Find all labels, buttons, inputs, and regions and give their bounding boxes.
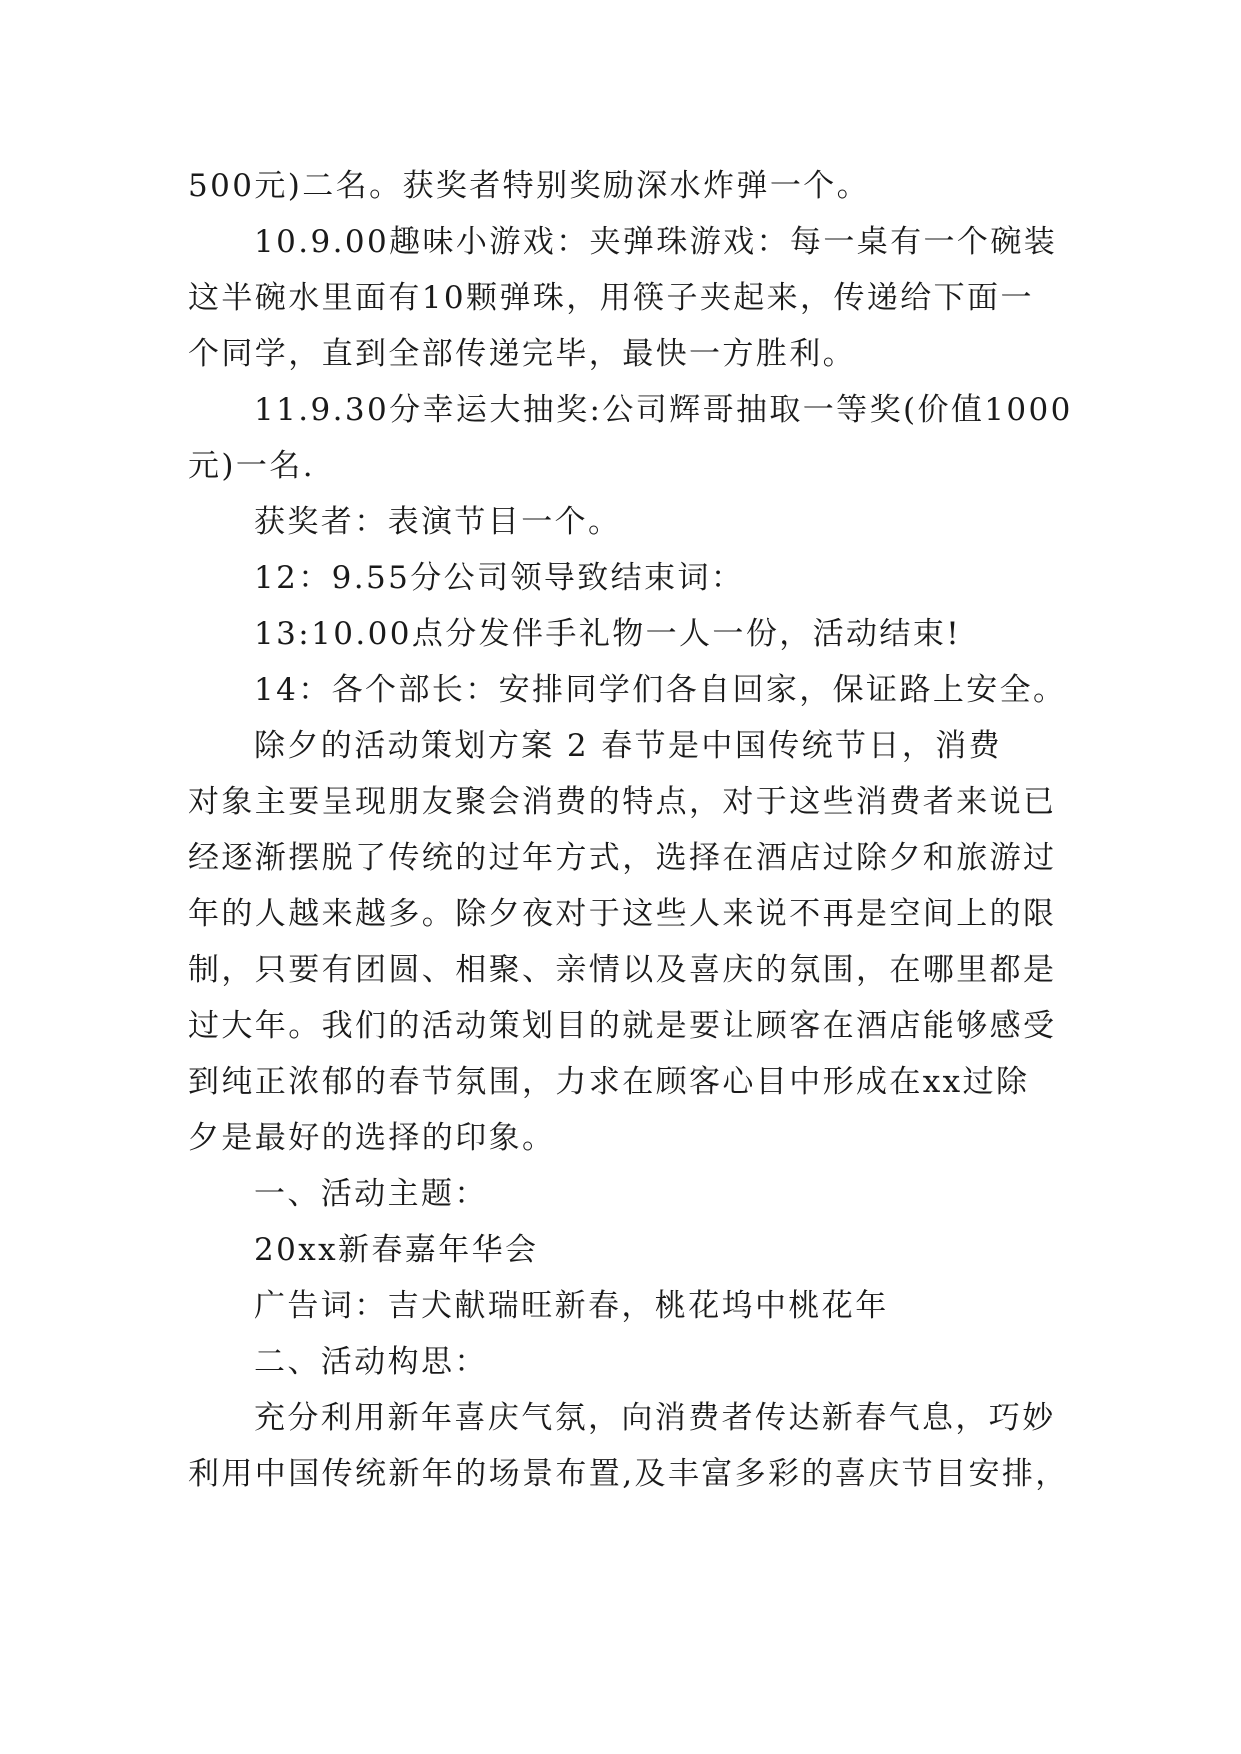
text-line: 获奖者：表演节目一个。	[254, 504, 622, 540]
text-line: 广告词：吉犬献瑞旺新春，桃花坞中桃花年	[254, 1288, 889, 1324]
text-line: 这半碗水里面有10颗弹珠，用筷子夹起来，传递给下面一	[188, 280, 1034, 316]
section-heading: 二、活动构思：	[254, 1344, 488, 1380]
text-line: 年的人越来越多。除夕夜对于这些人来说不再是空间上的限	[188, 896, 1057, 932]
text-line: 11.9.30分幸运大抽奖:公司辉哥抽取一等奖(价值1000	[254, 392, 1073, 428]
text-line: 夕是最好的选择的印象。	[188, 1120, 556, 1156]
text-line: 20xx新春嘉年华会	[254, 1232, 539, 1268]
text-line: 经逐渐摆脱了传统的过年方式，选择在酒店过除夕和旅游过	[188, 840, 1057, 876]
text-line: 过大年。我们的活动策划目的就是要让顾客在酒店能够感受	[188, 1008, 1057, 1044]
text-line: 制，只要有团圆、相聚、亲情以及喜庆的氛围，在哪里都是	[188, 952, 1057, 988]
document-body	[188, 158, 1073, 1502]
text-line: 到纯正浓郁的春节氛围，力求在顾客心目中形成在xx过除	[188, 1064, 1030, 1100]
text-line: 个同学，直到全部传递完毕，最快一方胜利。	[188, 336, 856, 372]
text-line: 利用中国传统新年的场景布置,及丰富多彩的喜庆节目安排，	[188, 1456, 1069, 1492]
text-line: 14：各个部长：安排同学们各自回家，保证路上安全。	[254, 672, 1067, 708]
section-heading-line: 除夕的活动策划方案 2 春节是中国传统节日，消费	[254, 728, 1003, 764]
text-line: 10.9.00趣味小游戏：夹弹珠游戏：每一桌有一个碗装	[254, 224, 1058, 260]
text-line: 13:10.00点分发伴手礼物一人一份，活动结束!	[254, 616, 962, 652]
text-line: 元)一名.	[188, 448, 315, 484]
text-line: 对象主要呈现朋友聚会消费的特点，对于这些消费者来说已	[188, 784, 1057, 820]
text-line: 12：9.55分公司领导致结束词：	[254, 560, 745, 596]
section-heading: 一、活动主题：	[254, 1176, 488, 1212]
text-line: 充分利用新年喜庆气氛，向消费者传达新春气息，巧妙	[254, 1400, 1056, 1436]
text-line: 500元)二名。获奖者特别奖励深水炸弹一个。	[188, 168, 871, 204]
